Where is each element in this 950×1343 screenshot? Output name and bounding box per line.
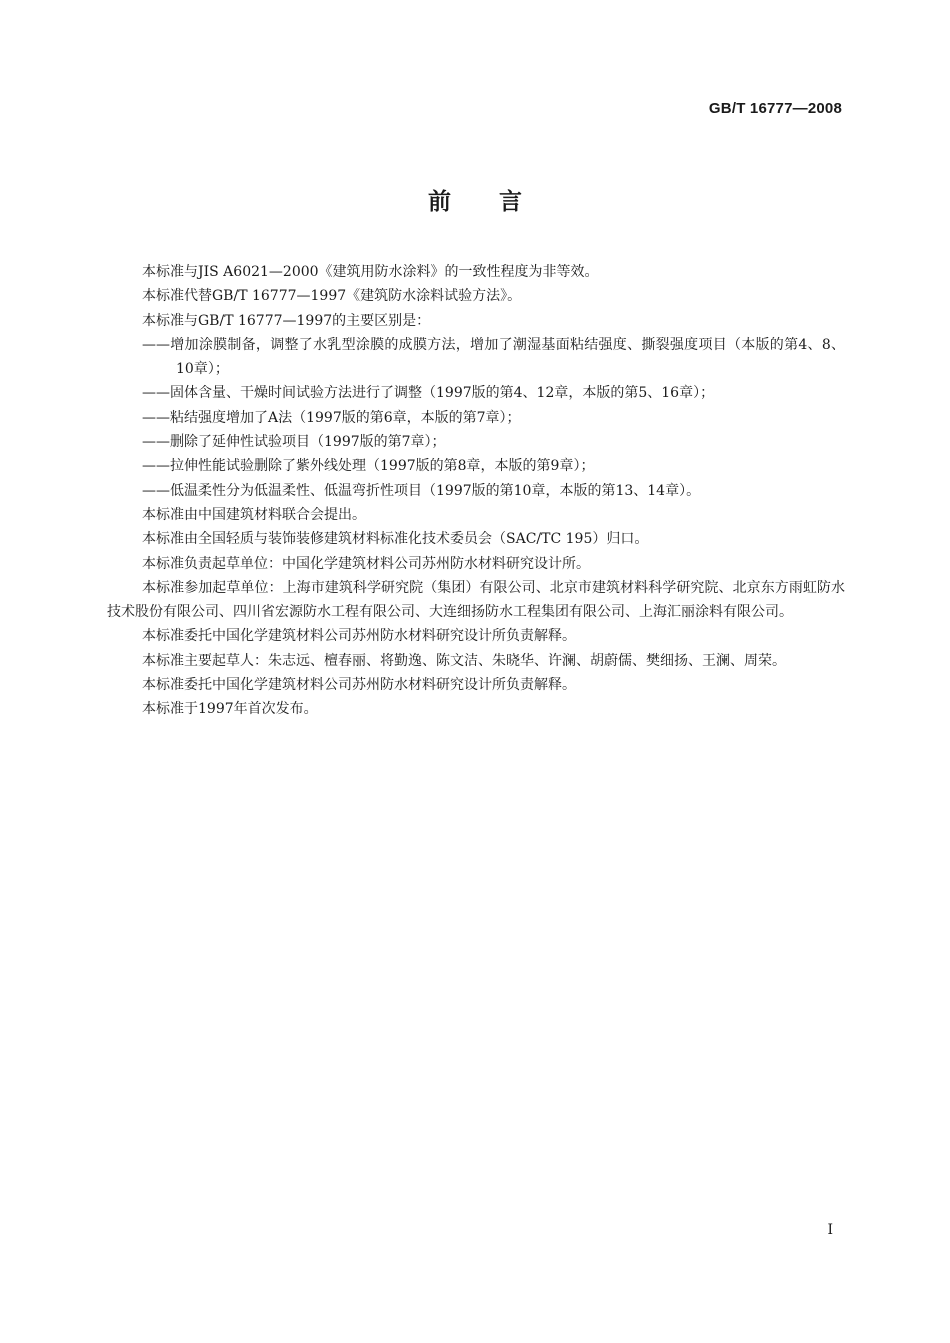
paragraph-interpretation-repeat: 本标准委托中国化学建筑材料公司苏州防水材料研究设计所负责解释。: [142, 677, 576, 694]
paragraph-replaces: 本标准代替GB/T 16777—1997《建筑防水涂料试验方法》。: [142, 288, 522, 305]
paragraph-committee: 本标准由全国轻质与装饰装修建筑材料标准化技术委员会（SAC/TC 195）归口。: [142, 531, 649, 548]
paragraph-participating-units: 本标准参加起草单位：上海市建筑科学研究院（集团）有限公司、北京市建筑材料科学研究院、北京东方雨虹防水技术股份有限公司、四川省宏源防水工程有限公司、大连细扬防水工程集团有限公司、上海汇丽涂料有限公司。: [107, 579, 845, 621]
page-title: 前言: [428, 189, 570, 215]
list-item: ——删除了延伸性试验项目（1997版的第7章）；: [142, 434, 446, 451]
list-item: ——拉伸性能试验删除了紫外线处理（1997版的第8章，本版的第9章）；: [142, 458, 595, 475]
standard-number: GB/T 16777—2008: [708, 100, 842, 117]
list-item: ——低温柔性分为低温柔性、低温弯折性项目（1997版的第10章，本版的第13、14章）。: [142, 482, 701, 499]
list-item: ——固体含量、干燥时间试验方法进行了调整（1997版的第4、12章，本版的第5、16章）；: [142, 385, 715, 402]
list-item: ——粘结强度增加了A法（1997版的第6章，本版的第7章）；: [142, 409, 521, 426]
paragraph-drafting-unit: 本标准负责起草单位：中国化学建筑材料公司苏州防水材料研究设计所。: [142, 555, 590, 572]
page-number: I: [827, 1222, 833, 1238]
foreword-body: [107, 260, 845, 722]
list-item: ——增加涂膜制备，调整了水乳型涂膜的成膜方法，增加了潮湿基面粘结强度、撕裂强度项目（本版的第4、8、10章）；: [142, 336, 845, 378]
paragraph-interpretation: 本标准委托中国化学建筑材料公司苏州防水材料研究设计所负责解释。: [142, 628, 576, 645]
paragraph-drafters: 本标准主要起草人：朱志远、檀春丽、将勤逸、陈文洁、朱晓华、许澜、胡蔚儒、樊细扬、王澜、周荣。: [142, 652, 786, 669]
paragraph-proposer: 本标准由中国建筑材料联合会提出。: [142, 506, 366, 523]
paragraph-equivalence: 本标准与JIS A6021—2000《建筑用防水涂料》的一致性程度为非等效。: [142, 264, 599, 280]
paragraph-first-release: 本标准于1997年首次发布。: [142, 701, 318, 718]
paragraph-differences-intro: 本标准与GB/T 16777—1997的主要区别是：: [142, 312, 431, 329]
